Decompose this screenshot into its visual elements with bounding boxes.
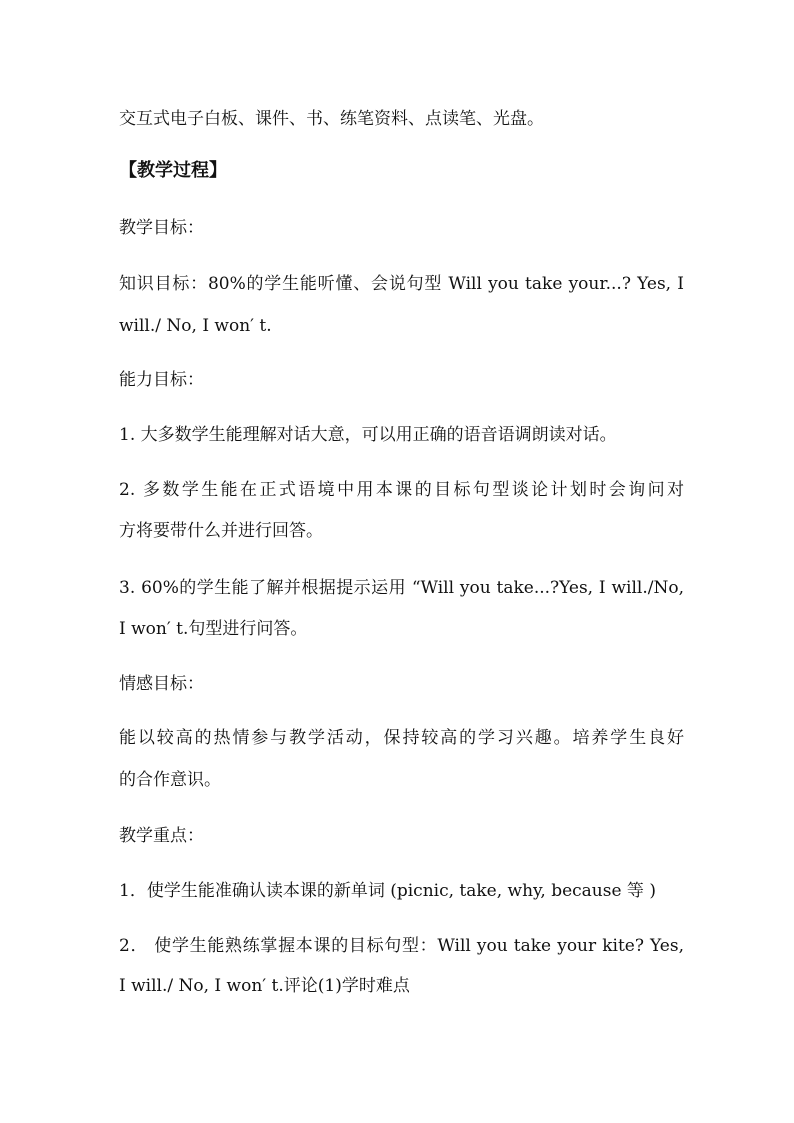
ability-goal-1: 1. 大多数学生能理解对话大意，可以用正确的语音语调朗读对话。	[119, 425, 617, 445]
section-heading: 【教学过程】	[119, 160, 227, 181]
emotional-goal-line-2: 的合作意识。	[119, 770, 221, 790]
emotional-goal-line-1: 能以较高的热情参与教学活动，保持较高的学习兴趣。培养学生良好	[119, 728, 684, 748]
teaching-goals-label: 教学目标：	[119, 218, 204, 238]
knowledge-goal-line-2: will./ No, I won′ t.	[119, 316, 272, 336]
ability-goals-label: 能力目标：	[119, 370, 204, 390]
key-points-label: 教学重点：	[119, 826, 204, 846]
key-point-2-line-1: 2． 使学生能熟练掌握本课的目标句型：Will you take your kite? Yes,	[119, 936, 684, 956]
ability-goal-3-line-1: 3. 60%的学生能了解并根据提示运用 “Will you take...?Yes, I will./No,	[119, 578, 684, 598]
ability-goal-2-line-1: 2. 多数学生能在正式语境中用本课的目标句型谈论计划时会询问对	[119, 480, 684, 500]
key-point-2-line-2: I will./ No, I won′ t.评论(1)学时难点	[119, 976, 410, 996]
materials-text: 交互式电子白板、课件、书、练笔资料、点读笔、光盘。	[119, 109, 544, 129]
key-point-1: 1．使学生能准确认读本课的新单词 (picnic, take, why, because 等 )	[119, 881, 656, 901]
ability-goal-3-line-2: I won′ t.句型进行问答。	[119, 619, 308, 639]
knowledge-goal-line-1: 知识目标：80%的学生能听懂、会说句型 Will you take your...? Yes, I	[119, 274, 684, 294]
ability-goal-2-line-2: 方将要带什么并进行回答。	[119, 521, 323, 541]
emotional-goals-label: 情感目标：	[119, 674, 204, 694]
